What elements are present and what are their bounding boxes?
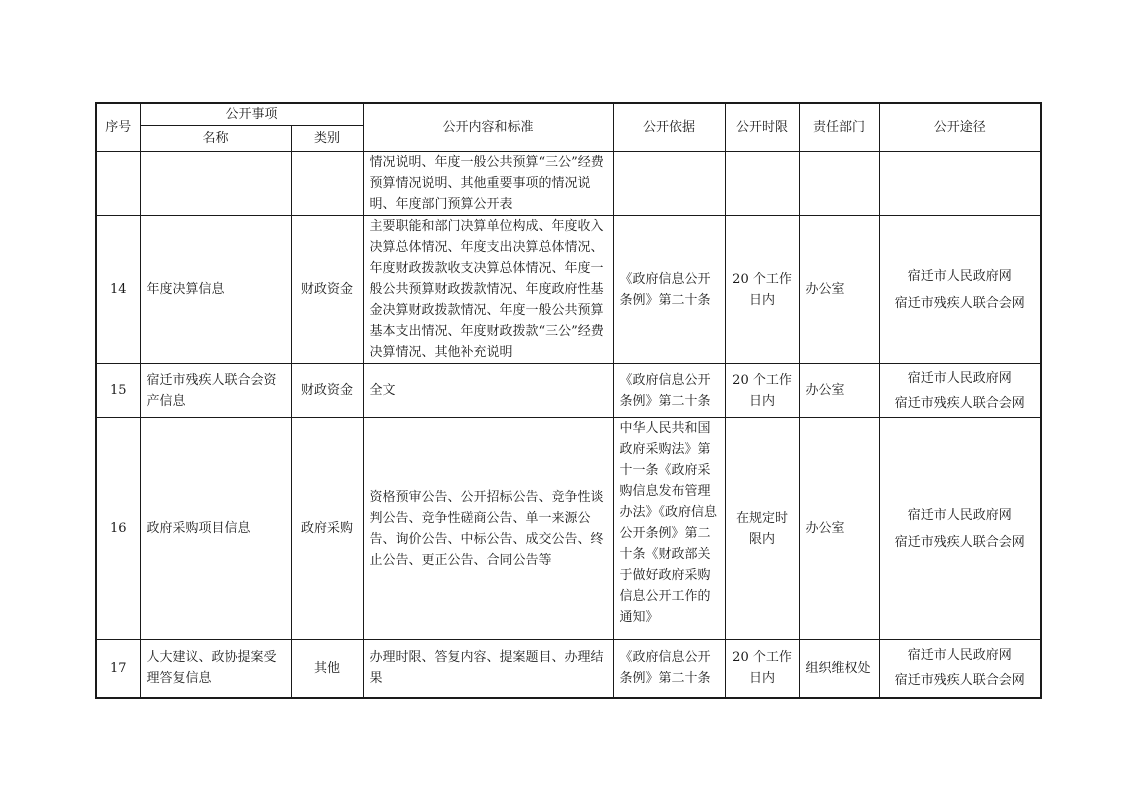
cell-seq	[96, 152, 140, 216]
channel-line-1: 宿迁市人民政府网	[907, 507, 1012, 523]
cell-department: 办公室	[799, 364, 879, 418]
cell-seq: 16	[96, 418, 140, 640]
table-row	[96, 640, 1041, 698]
cell-basis: 《政府信息公开条例》第二十条	[613, 640, 725, 698]
header-time-limit: 公开时限	[725, 103, 799, 152]
cell-channel	[879, 418, 1041, 640]
cell-name: 政府采购项目信息	[140, 418, 291, 640]
cell-seq: 17	[96, 640, 140, 698]
channel-line-2: 宿迁市残疾人联合会网	[894, 673, 1025, 689]
cell-content: 全文	[363, 364, 613, 418]
cell-name: 人大建议、政协提案受理答复信息	[140, 640, 291, 698]
cell-basis	[613, 152, 725, 216]
cell-department: 组织维权处	[799, 640, 879, 698]
cell-time-limit	[725, 152, 799, 216]
cell-channel	[879, 216, 1041, 364]
cell-time-limit: 在规定时限内	[725, 418, 799, 640]
header-content: 公开内容和标准	[363, 103, 613, 152]
cell-channel	[879, 364, 1041, 418]
cell-department	[799, 152, 879, 216]
header-channel: 公开途径	[879, 103, 1041, 152]
channel-line-1: 宿迁市人民政府网	[907, 370, 1012, 386]
cell-category: 政府采购	[291, 418, 363, 640]
header-name: 名称	[140, 126, 291, 152]
cell-content: 主要职能和部门决算单位构成、年度收入决算总体情况、年度支出决算总体情况、年度财政拨款收支决算总体情况、年度一般公共预算财政拨款情况、年度政府性基金决算财政拨款情况、年度一般公共预算基本支出情况、年度财政拨款“三公”经费决算情况、其他补充说明	[363, 216, 613, 364]
table-row	[96, 216, 1041, 364]
table-row	[96, 152, 1041, 216]
disclosure-table	[95, 102, 1042, 699]
cell-content: 资格预审公告、公开招标公告、竞争性谈判公告、竞争性磋商公告、单一来源公告、询价公告、中标公告、成交公告、终止公告、更正公告、合同公告等	[363, 418, 613, 640]
cell-name: 年度决算信息	[140, 216, 291, 364]
cell-name	[140, 152, 291, 216]
cell-basis: 《政府信息公开条例》第二十条	[613, 364, 725, 418]
cell-channel	[879, 152, 1041, 216]
channel-line-2: 宿迁市残疾人联合会网	[894, 534, 1025, 550]
cell-category	[291, 152, 363, 216]
cell-content: 情况说明、年度一般公共预算“三公”经费预算情况说明、其他重要事项的情况说明、年度部门预算公开表	[363, 152, 613, 216]
channel-line-1: 宿迁市人民政府网	[907, 648, 1012, 664]
cell-category: 财政资金	[291, 364, 363, 418]
cell-name: 宿迁市残疾人联合会资产信息	[140, 364, 291, 418]
cell-channel	[879, 640, 1041, 698]
cell-department: 办公室	[799, 216, 879, 364]
cell-seq: 14	[96, 216, 140, 364]
header-department: 责任部门	[799, 103, 879, 152]
cell-category: 其他	[291, 640, 363, 698]
header-items-group: 公开事项	[140, 103, 363, 126]
channel-line-2: 宿迁市残疾人联合会网	[894, 295, 1025, 311]
cell-time-limit: 20 个工作日内	[725, 364, 799, 418]
table-row	[96, 418, 1041, 640]
channel-line-2: 宿迁市残疾人联合会网	[894, 395, 1025, 411]
cell-category: 财政资金	[291, 216, 363, 364]
cell-basis: 《政府信息公开条例》第二十条	[613, 216, 725, 364]
cell-content: 办理时限、答复内容、提案题目、办理结果	[363, 640, 613, 698]
cell-time-limit: 20 个工作日内	[725, 640, 799, 698]
table-row	[96, 364, 1041, 418]
header-category: 类别	[291, 126, 363, 152]
header-basis: 公开依据	[613, 103, 725, 152]
cell-time-limit: 20 个工作日内	[725, 216, 799, 364]
cell-department: 办公室	[799, 418, 879, 640]
header-seq: 序号	[96, 103, 140, 152]
cell-seq: 15	[96, 364, 140, 418]
channel-line-1: 宿迁市人民政府网	[907, 268, 1012, 284]
cell-basis: 中华人民共和国政府采购法》第十一条《政府采购信息发布管理办法》《政府信息公开条例》第二十条《财政部关于做好政府采购信息公开工作的通知》	[613, 418, 725, 640]
